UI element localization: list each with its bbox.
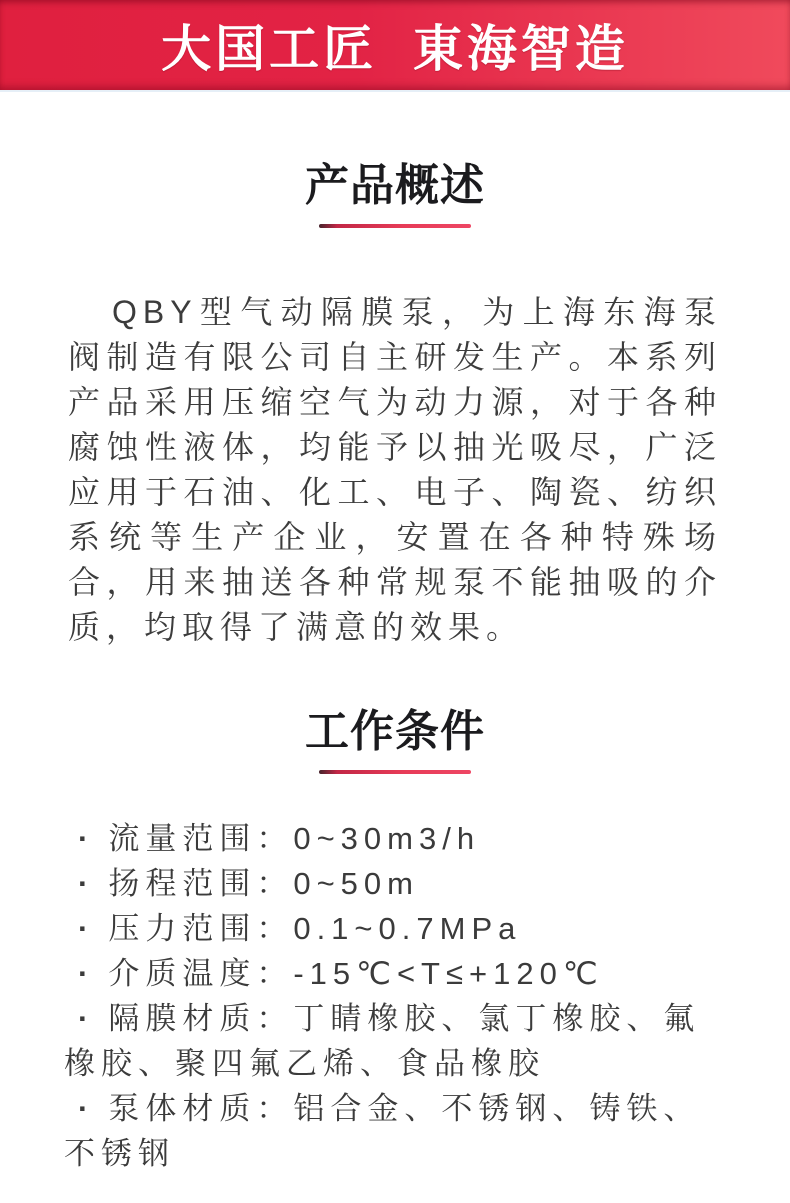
list-item-text: 流量范围：0~30m3/h: [108, 820, 481, 856]
bullet-dot-icon: ·: [78, 1000, 95, 1036]
section-working-conditions: [0, 706, 790, 1176]
overview-title-underline: [319, 224, 471, 228]
list-item-text: 隔膜材质：丁睛橡胶、氯丁橡胶、氟橡胶、聚四氟乙烯、食品橡胶: [64, 1000, 701, 1081]
list-item-text: 介质温度：-15℃<T≤+120℃: [108, 955, 604, 991]
list-item-text: 泵体材质：铝合金、不锈钢、铸铁、不锈钢: [64, 1090, 701, 1171]
bullet-dot-icon: ·: [78, 1090, 95, 1126]
list-item-head-range: [64, 861, 728, 906]
working-conditions-section-title: 工作条件: [305, 706, 485, 756]
bullet-dot-icon: ·: [78, 865, 95, 901]
bullet-dot-icon: ·: [78, 955, 95, 991]
bullet-dot-icon: ·: [78, 820, 95, 856]
list-item-pump-body-material: [64, 1086, 728, 1176]
section-product-overview: [0, 160, 790, 650]
bullet-dot-icon: ·: [78, 910, 95, 946]
brand-banner: [0, 0, 790, 90]
working-conditions-title-underline: [319, 770, 471, 774]
banner-slogan: 大国工匠 東海智造: [161, 21, 629, 77]
list-item-pressure-range: [64, 906, 728, 951]
working-conditions-list: [64, 816, 728, 1176]
list-item-text: 压力范围：0.1~0.7MPa: [108, 910, 522, 946]
overview-section-title: 产品概述: [305, 161, 485, 210]
list-item-text: 扬程范围：0~50m: [108, 865, 419, 901]
list-item-flow-range: [64, 816, 728, 861]
list-item-medium-temperature: [64, 951, 728, 996]
overview-paragraph: QBY型气动隔膜泵，为上海东海泵阀制造有限公司自主研发生产。本系列产品采用压缩空气为动力源，对于各种腐蚀性液体，均能予以抽光吸尽，广泛应用于石油、化工、电子、陶瓷、纺织系统等生产企业，安置在各种特殊场合，用来抽送各种常规泵不能抽吸的介质，均取得了满意的效果。: [68, 293, 722, 645]
list-item-diaphragm-material: [64, 996, 728, 1086]
